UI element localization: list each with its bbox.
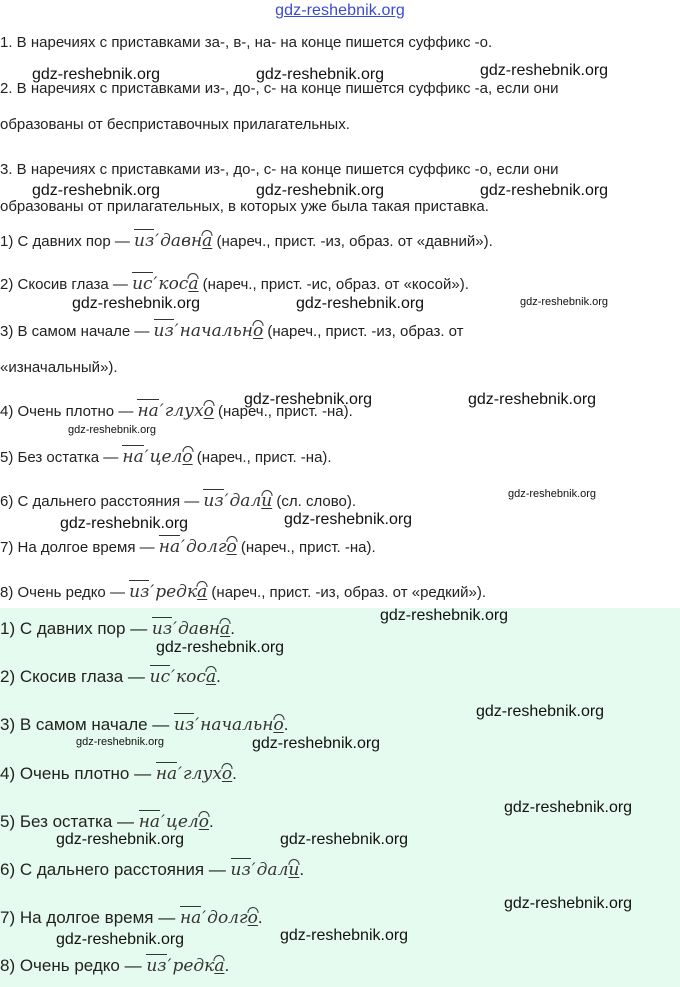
prefix-separator: ′ (251, 860, 256, 880)
root-part: глух (183, 764, 222, 784)
item-lead: 7) На долгое время — (0, 539, 159, 556)
answer-item (0, 667, 221, 687)
suffix-arc-icon (220, 618, 231, 624)
answer-item (0, 619, 235, 639)
prefix-separator: ′ (144, 447, 149, 467)
suffix-arc-icon (198, 811, 209, 817)
adverb-morphemes (156, 764, 232, 784)
adverb-morphemes (152, 619, 230, 639)
watermark-text: gdz-reshebnik.org (72, 295, 201, 312)
item-end: . (216, 667, 221, 686)
item-note: (нареч., прист. -на). (236, 539, 376, 556)
prefix-separator: ′ (195, 715, 200, 735)
watermark-text: gdz-reshebnik.org (520, 296, 609, 308)
item-lead: 1) С давних пор — (0, 233, 135, 250)
item-note: (нареч., прист. -из, образ. от «редкий»). (207, 584, 487, 601)
root-part: кос (158, 274, 189, 294)
suffix-mark (204, 401, 214, 421)
suffix-letter: о (226, 537, 237, 557)
item-note: (нареч., прист. -из, образ. от (263, 323, 464, 340)
root-part: дал (229, 491, 262, 511)
adverb-morphemes (203, 491, 272, 511)
suffix-mark (214, 956, 224, 976)
prefix-mark: на (155, 764, 178, 784)
watermark-text: gdz-reshebnik.org (256, 66, 385, 83)
item-note: (нареч., прист. -из, образ. от «давний»). (212, 233, 493, 250)
rule-line-3: образованы от бесприставочных прилагательных. (0, 116, 350, 133)
suffix-arc-icon (206, 666, 217, 672)
item-lead: 4) Очень плотно — (0, 764, 156, 783)
watermark-text: gdz-reshebnik.org (56, 931, 185, 948)
item-note: (нареч., прист. -на). (213, 403, 353, 420)
suffix-mark (288, 860, 299, 880)
prefix-mark: на (158, 537, 181, 557)
watermark-text: gdz-reshebnik.org (480, 62, 609, 79)
watermark-text: gdz-reshebnik.org (284, 511, 413, 528)
prefix-separator: ′ (202, 908, 207, 928)
analysis-item (0, 537, 376, 558)
root-part: кос (176, 667, 206, 687)
analysis-item (0, 447, 332, 468)
analysis-item (0, 231, 493, 252)
suffix-mark (253, 321, 263, 341)
adverb-morphemes (122, 447, 192, 467)
item-end: . (283, 715, 289, 734)
item-end: . (232, 764, 237, 783)
item-lead: 3) В самом начале — (0, 715, 175, 734)
suffix-arc-icon (253, 320, 264, 326)
suffix-letter: о (252, 321, 264, 341)
root-part: начальн (179, 321, 253, 341)
analysis-item-continuation (0, 358, 118, 378)
suffix-letter: о (203, 401, 214, 421)
prefix-mark: из (203, 491, 224, 511)
prefix-mark: на (138, 812, 161, 832)
root-part: долг (207, 908, 248, 928)
watermark-text: gdz-reshebnik.org (252, 735, 381, 752)
watermark-text: gdz-reshebnik.org (68, 424, 157, 436)
item-note: (сл. слово). (272, 493, 357, 510)
watermark-text: gdz-reshebnik.org (32, 182, 161, 199)
suffix-arc-icon (226, 536, 237, 542)
prefix-separator: ′ (161, 812, 165, 832)
adverb-morphemes (154, 321, 264, 341)
adverb-morphemes (139, 812, 209, 832)
prefix-mark: из (134, 231, 155, 251)
watermark-text: gdz-reshebnik.org (296, 295, 425, 312)
root-part: давн (160, 231, 203, 251)
adverb-morphemes (174, 715, 284, 735)
watermark-text: gdz-reshebnik.org (280, 927, 409, 944)
site-title-link[interactable]: gdz-reshebnik.org (275, 2, 405, 19)
prefix-separator: ′ (171, 667, 176, 687)
item-end: . (208, 812, 214, 831)
suffix-mark (226, 537, 236, 557)
item-end: . (299, 860, 305, 879)
watermark-text: gdz-reshebnik.org (156, 639, 285, 656)
item-lead: 5) Без остатка — (0, 449, 123, 466)
item-lead: 1) С давних пор — (0, 619, 152, 638)
suffix-letter: и (288, 860, 300, 880)
item-lead: 2) Скосив глаза — (0, 276, 133, 293)
prefix-separator: ′ (174, 321, 179, 341)
prefix-mark: на (137, 401, 159, 421)
item-lead: 5) Без остатка — (0, 812, 139, 831)
watermark-text: gdz-reshebnik.org (504, 895, 633, 912)
suffix-letter: о (198, 812, 209, 832)
rule-line-5: образованы от прилагательных, в которых уже была такая приставка. (0, 198, 489, 215)
suffix-arc-icon (288, 859, 299, 865)
prefix-mark: из (174, 715, 195, 735)
suffix-letter: о (247, 908, 258, 928)
root-part: дал (256, 860, 289, 880)
suffix-letter: а (205, 667, 217, 687)
rule-line-1: 1. В наречиях с приставками за-, в-, на- на конце пишется суффикс -о. (0, 34, 493, 51)
answer-item (0, 812, 214, 832)
watermark-text: gdz-reshebnik.org (504, 799, 633, 816)
suffix-letter: о (273, 715, 284, 735)
suffix-mark (220, 619, 230, 639)
prefix-mark: из (129, 582, 150, 602)
suffix-letter: а (214, 956, 225, 976)
prefix-mark: из (146, 956, 167, 976)
item-lead: 6) С дальнего расстояния — (0, 860, 231, 879)
item-end: . (257, 908, 263, 927)
watermark-text: gdz-reshebnik.org (280, 831, 409, 848)
prefix-mark: из (230, 860, 251, 880)
prefix-mark: на (122, 447, 144, 467)
watermark-text: gdz-reshebnik.org (76, 736, 165, 748)
prefix-mark: из (153, 321, 174, 341)
prefix-mark: на (179, 908, 202, 928)
item-lead: 4) Очень плотно — (0, 403, 138, 420)
adverb-morphemes (150, 667, 216, 687)
watermark-text: gdz-reshebnik.org (56, 831, 185, 848)
rule-line-2: 2. В наречиях с приставками из-, до-, с- на конце пишется суффикс -а, если они (0, 80, 559, 97)
adverb-morphemes (134, 231, 212, 251)
item-end: . (224, 956, 230, 975)
suffix-arc-icon (261, 490, 272, 496)
analysis-item (0, 582, 486, 603)
item-lead: 8) Очень редко — (0, 584, 130, 601)
prefix-mark: ис (149, 667, 171, 687)
suffix-arc-icon (203, 400, 214, 406)
answer-item (0, 764, 237, 784)
watermark-text: gdz-reshebnik.org (480, 182, 609, 199)
suffix-mark (273, 715, 283, 735)
root-part: глух (164, 401, 204, 421)
root-part: долг (186, 537, 227, 557)
prefix-separator: ′ (155, 231, 160, 251)
adverb-morphemes (180, 908, 258, 928)
item-lead: 6) С дальнего расстояния — (0, 493, 204, 510)
suffix-mark (206, 667, 216, 687)
suffix-arc-icon (188, 273, 199, 279)
prefix-separator: ′ (150, 582, 155, 602)
watermark-text: gdz-reshebnik.org (32, 66, 161, 83)
root-part: цел (149, 447, 183, 467)
watermark-text: gdz-reshebnik.org (60, 515, 189, 532)
adverb-morphemes (137, 401, 213, 421)
suffix-letter: и (261, 491, 273, 511)
prefix-separator: ′ (181, 537, 186, 557)
adverb-morphemes (132, 274, 198, 294)
analysis-item (0, 321, 464, 342)
prefix-separator: ′ (178, 764, 183, 784)
suffix-letter: о (221, 764, 233, 784)
suffix-mark (202, 231, 212, 251)
suffix-letter: а (202, 231, 213, 251)
analysis-item (0, 274, 469, 295)
suffix-mark (261, 491, 272, 511)
prefix-mark: из (151, 619, 173, 639)
suffix-arc-icon (273, 714, 284, 720)
item-note: (нареч., прист. -на). (192, 449, 332, 466)
root-part: давн (178, 619, 221, 639)
answer-item (0, 715, 288, 735)
adverb-morphemes (159, 537, 237, 557)
watermark-text: gdz-reshebnik.org (508, 488, 597, 500)
suffix-arc-icon (182, 446, 193, 452)
prefix-separator: ′ (153, 274, 158, 294)
suffix-mark (248, 908, 258, 928)
suffix-mark (197, 582, 207, 602)
watermark-text: gdz-reshebnik.org (256, 182, 385, 199)
prefix-separator: ′ (159, 401, 164, 421)
suffix-arc-icon (222, 763, 233, 769)
suffix-mark (222, 764, 232, 784)
answer-item (0, 908, 263, 928)
root-part: цел (165, 812, 199, 832)
suffix-letter: а (188, 274, 199, 294)
item-lead: 2) Скосив глаза — (0, 667, 150, 686)
prefix-separator: ′ (167, 956, 172, 976)
prefix-separator: ′ (224, 491, 229, 511)
watermark-text: gdz-reshebnik.org (244, 391, 373, 408)
answer-item (0, 956, 229, 976)
item-lead: 7) На долгое время — (0, 908, 180, 927)
prefix-separator: ′ (173, 619, 178, 639)
suffix-arc-icon (202, 230, 213, 236)
prefix-mark: ис (132, 274, 153, 294)
root-part: начальн (200, 715, 274, 735)
item-note: «изначальный»). (0, 359, 118, 376)
item-lead: 8) Очень редко — (0, 956, 147, 975)
rule-line-4: 3. В наречиях с приставками из-, до-, с- на конце пишется суффикс -о, если они (0, 161, 559, 178)
suffix-letter: о (182, 447, 193, 467)
item-note: (нареч., прист. -ис, образ. от «косой»). (198, 276, 469, 293)
suffix-mark (188, 274, 198, 294)
analysis-item (0, 491, 356, 512)
suffix-arc-icon (197, 581, 208, 587)
watermark-text: gdz-reshebnik.org (468, 391, 597, 408)
item-end: . (230, 619, 235, 638)
root-part: редк (155, 582, 198, 602)
adverb-morphemes (231, 860, 300, 880)
watermark-text: gdz-reshebnik.org (476, 703, 605, 720)
item-lead: 3) В самом начале — (0, 323, 154, 340)
answer-item (0, 860, 304, 880)
watermark-text: gdz-reshebnik.org (380, 607, 509, 624)
suffix-arc-icon (247, 907, 258, 913)
adverb-morphemes (129, 582, 207, 602)
suffix-arc-icon (214, 955, 225, 961)
root-part: редк (172, 956, 215, 976)
suffix-letter: а (197, 582, 208, 602)
suffix-mark (199, 812, 209, 832)
adverb-morphemes (146, 956, 224, 976)
suffix-mark (182, 447, 192, 467)
suffix-letter: а (220, 619, 231, 639)
